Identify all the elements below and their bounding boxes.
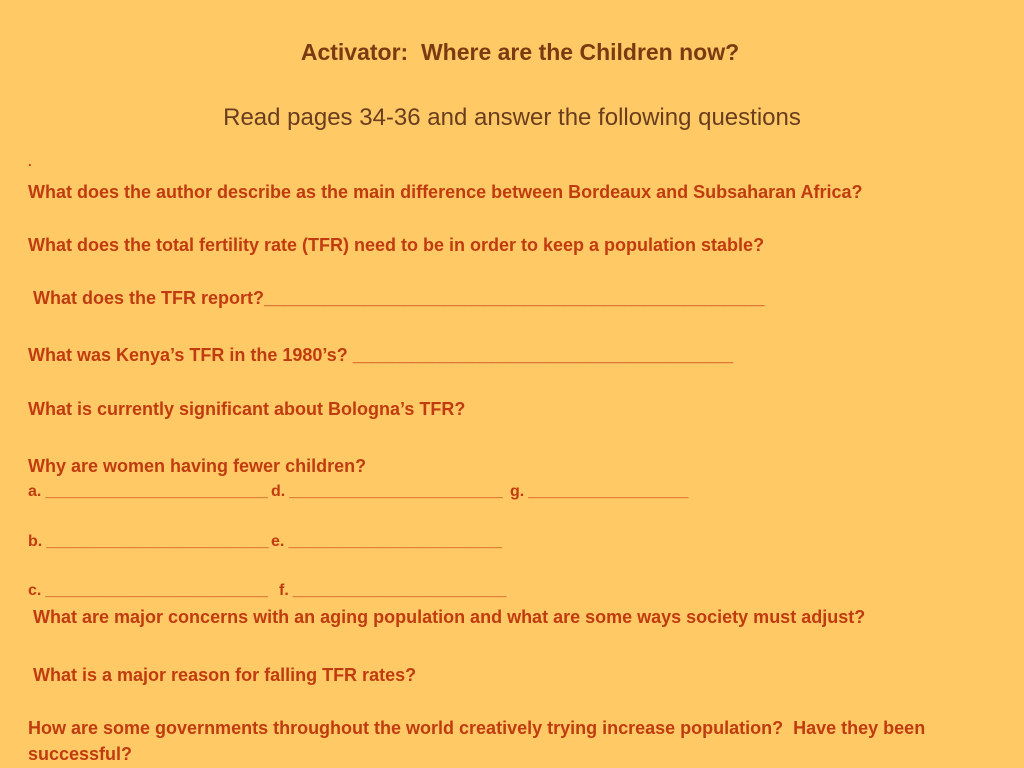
slide-title: Activator: Where are the Children now? [300, 39, 740, 65]
answer-row-1 [0, 482, 1024, 502]
question-4-text: What was Kenya’s TFR in the 1980’s? [28, 345, 348, 365]
question-6: Why are women having fewer children? [28, 456, 367, 476]
question-3 [28, 287, 765, 309]
question-9: How are some governments throughout the world creatively trying increase population? Have they been successful? [28, 718, 931, 764]
answer-item-f [279, 581, 506, 601]
question-5: What is currently significant about Bologna’s TFR? [28, 399, 466, 419]
answer-blank: _________________________ [45, 483, 268, 500]
answer-label: a. [28, 483, 42, 500]
answer-blank: ______________________________________ [352, 345, 734, 365]
question-2: What does the total fertility rate (TFR) need to be in order to keep a population stable? [28, 235, 765, 255]
answer-blank: _________________________ [46, 533, 269, 550]
answer-item-g [510, 482, 688, 502]
answer-label: g. [510, 483, 525, 500]
bullet-dot: . [28, 154, 32, 169]
answer-label: f. [279, 582, 289, 599]
answer-blank: ________________________ [292, 582, 507, 599]
answer-item-a [28, 482, 268, 502]
answer-row-2 [0, 532, 1024, 552]
answer-blank: __________________ [528, 483, 689, 500]
slide-subtitle: Read pages 34-36 and answer the following questions [223, 104, 801, 131]
answer-blank: __________________________________________________ [264, 288, 765, 308]
answer-blank: ________________________ [288, 533, 502, 550]
question-4 [28, 344, 733, 366]
answer-blank: _________________________ [45, 582, 268, 599]
question-8: What is a major reason for falling TFR rates? [28, 665, 417, 685]
answer-item-b [28, 532, 269, 552]
answer-blank: ________________________ [289, 483, 503, 500]
answer-item-c [28, 581, 268, 601]
answer-label: d. [271, 483, 286, 500]
answer-row-3 [0, 581, 1024, 601]
answer-label: e. [271, 533, 285, 550]
question-1: What does the author describe as the main difference between Bordeaux and Subsaharan Africa? [28, 182, 863, 202]
question-7: What are major concerns with an aging population and what are some ways society must adjust? [28, 607, 866, 627]
question-3-text: What does the TFR report? [28, 288, 265, 308]
answer-label: c. [28, 582, 42, 599]
answer-item-e [271, 532, 502, 552]
answer-label: b. [28, 533, 43, 550]
answer-item-d [271, 482, 503, 502]
